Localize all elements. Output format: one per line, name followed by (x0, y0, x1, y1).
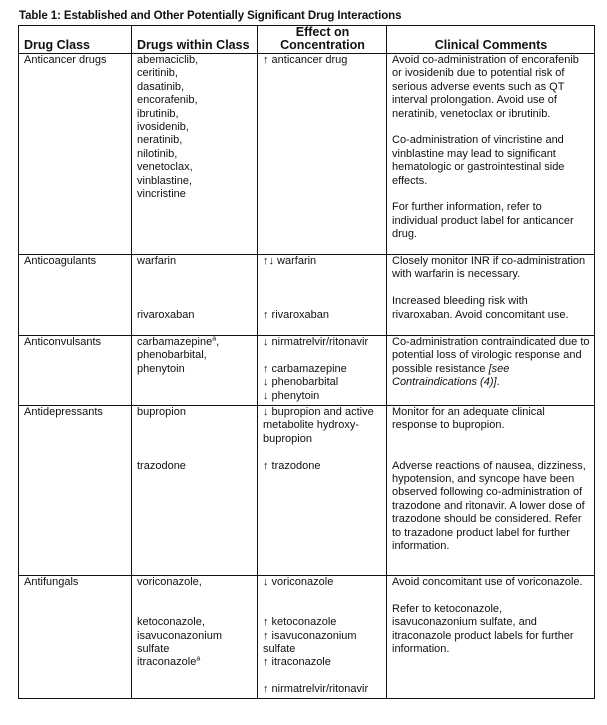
drug-name: venetoclax, (137, 161, 193, 174)
drug-name: ceritinib, (137, 67, 178, 80)
drug-name: ibrutinib, (137, 107, 179, 120)
drug-name: nilotinib, (137, 147, 178, 160)
effect-text: ↑↓ warfarin (263, 255, 317, 267)
drug-name: itraconazole$^a$ (137, 655, 201, 669)
comment-text: Co-administration contraindicated due to potential loss of virologic response and possible resistance (392, 336, 590, 375)
drugs-cell (132, 54, 258, 255)
effect-cell: ↑ anticancer drug (258, 54, 387, 255)
comments-cell (387, 54, 595, 255)
comment-paragraph: Monitor for an adequate clinical response to bupropion. (392, 406, 545, 432)
drug-name: ketoconazole, (137, 616, 205, 629)
effect-text: ↑ carbamazepine (263, 362, 347, 375)
contraindications-reference: [see Contraindications (4)] (392, 362, 510, 389)
header-effect-on-concentration (258, 26, 387, 54)
comments-cell (387, 576, 595, 699)
effect-text: ↓ voriconazole (263, 576, 334, 588)
comment-paragraph: For further information, refer to individual product label for anticancer drug. (392, 201, 574, 241)
effect-cell (258, 576, 387, 699)
comments-cell (387, 406, 595, 576)
header-drugs-within-class: Drugs within Class (132, 26, 258, 54)
header-clinical-comments: Clinical Comments (387, 26, 595, 54)
effect-text: ↑ itraconazole (263, 656, 331, 669)
header-drug-class: Drug Class (19, 26, 132, 54)
table-row (19, 54, 595, 255)
effect-cell (258, 336, 387, 406)
table-caption: Table 1: Established and Other Potentially Significant Drug Interactions (19, 10, 402, 22)
drug-class-cell: Antidepressants (19, 406, 132, 576)
drug-name: ivosidenib, (137, 121, 189, 134)
drugs-cell (132, 576, 258, 699)
comment-paragraph: Co-administration of vincristine and vinblastine may lead to significant hematologic or gastrointestinal side effects. (392, 134, 565, 187)
header-effect-line1: Effect on (295, 25, 350, 39)
effect-text: ↑ trazodone (263, 459, 321, 472)
effect-cell (258, 255, 387, 336)
comment-paragraph: Avoid concomitant use of voriconazole. (392, 576, 583, 588)
drug-class-cell: Anticonvulsants (19, 336, 132, 406)
drug-name: vincristine (137, 188, 186, 201)
comment-paragraph: Increased bleeding risk with rivaroxaban. Avoid concomitant use. (392, 295, 569, 321)
drug-name: phenytoin (137, 362, 185, 375)
effect-text: ↑ isavuconazonium (263, 629, 357, 642)
comment-paragraph: Closely monitor INR if co-administration with warfarin is necessary. (392, 255, 586, 281)
effect-text: sulfate (263, 643, 296, 655)
drug-name: phenobarbital, (137, 349, 207, 362)
drug-name: encorafenib, (137, 94, 198, 107)
comment-paragraph: Avoid co-administration of encorafenib or ivosidenib due to potential risk of serious adverse events such as QT interval prolongation. Avoid use of neratinib, venetoclax or ibrutinib. (392, 54, 579, 120)
drug-name: trazodone (137, 459, 186, 472)
header-effect-line2: Concentration (280, 38, 365, 52)
drug-class-cell: Anticancer drugs (19, 54, 132, 255)
table-row (19, 406, 595, 576)
footnote-marker: a (212, 335, 217, 343)
drug-class-cell: Anticoagulants (19, 255, 132, 336)
drug-name: isavuconazonium (137, 629, 222, 642)
comments-cell (387, 255, 595, 336)
drug-name: abemaciclib, (137, 54, 199, 66)
drugs-cell (132, 406, 258, 576)
drug-name: vinblastine, (137, 174, 193, 187)
footnote-marker: a (196, 655, 201, 663)
drug-name: voriconazole, (137, 576, 202, 588)
drug-name: rivaroxaban (137, 308, 195, 321)
drugs-cell (132, 336, 258, 406)
drug-class-cell: Antifungals (19, 576, 132, 699)
drug-name: neratinib, (137, 134, 183, 147)
header-row (19, 26, 595, 54)
drug-name: sulfate (137, 643, 170, 655)
effect-text: ↑ nirmatrelvir/ritonavir (263, 683, 369, 696)
comment-paragraph: Refer to ketoconazole, isavuconazonium sulfate, and itraconazole product labels for further information. (392, 602, 574, 656)
drug-interactions-table (18, 25, 595, 699)
comments-cell: Co-administration contraindicated due to potential loss of virologic response and possible resistance [see Contraindications (4)]. (387, 336, 595, 406)
drug-name: carbamazepine$^a$, (137, 335, 220, 348)
drugs-cell (132, 255, 258, 336)
effect-text: ↓ bupropion and active metabolite hydroxy-bupropion (263, 406, 374, 445)
effect-text: ↓ nirmatrelvir/ritonavir (263, 336, 369, 348)
table-row (19, 576, 595, 699)
effect-text: ↑ rivaroxaban (263, 308, 330, 321)
effect-text: ↑ ketoconazole (263, 616, 337, 629)
effect-cell (258, 406, 387, 576)
effect-text: ↓ phenobarbital (263, 376, 339, 389)
table-row (19, 336, 595, 406)
drug-name: dasatinib, (137, 80, 185, 93)
table-row (19, 255, 595, 336)
comment-paragraph: Adverse reactions of nausea, dizziness, hypotension, and syncope have been observed following co-administration of trazodone and ritonavir. A lower dose of trazodone should be considered. Refer to trazadone product label for further information. (392, 459, 586, 553)
drug-name: warfarin (137, 255, 177, 267)
drug-name: bupropion (137, 406, 186, 418)
effect-text: ↓ phenytoin (263, 389, 320, 402)
